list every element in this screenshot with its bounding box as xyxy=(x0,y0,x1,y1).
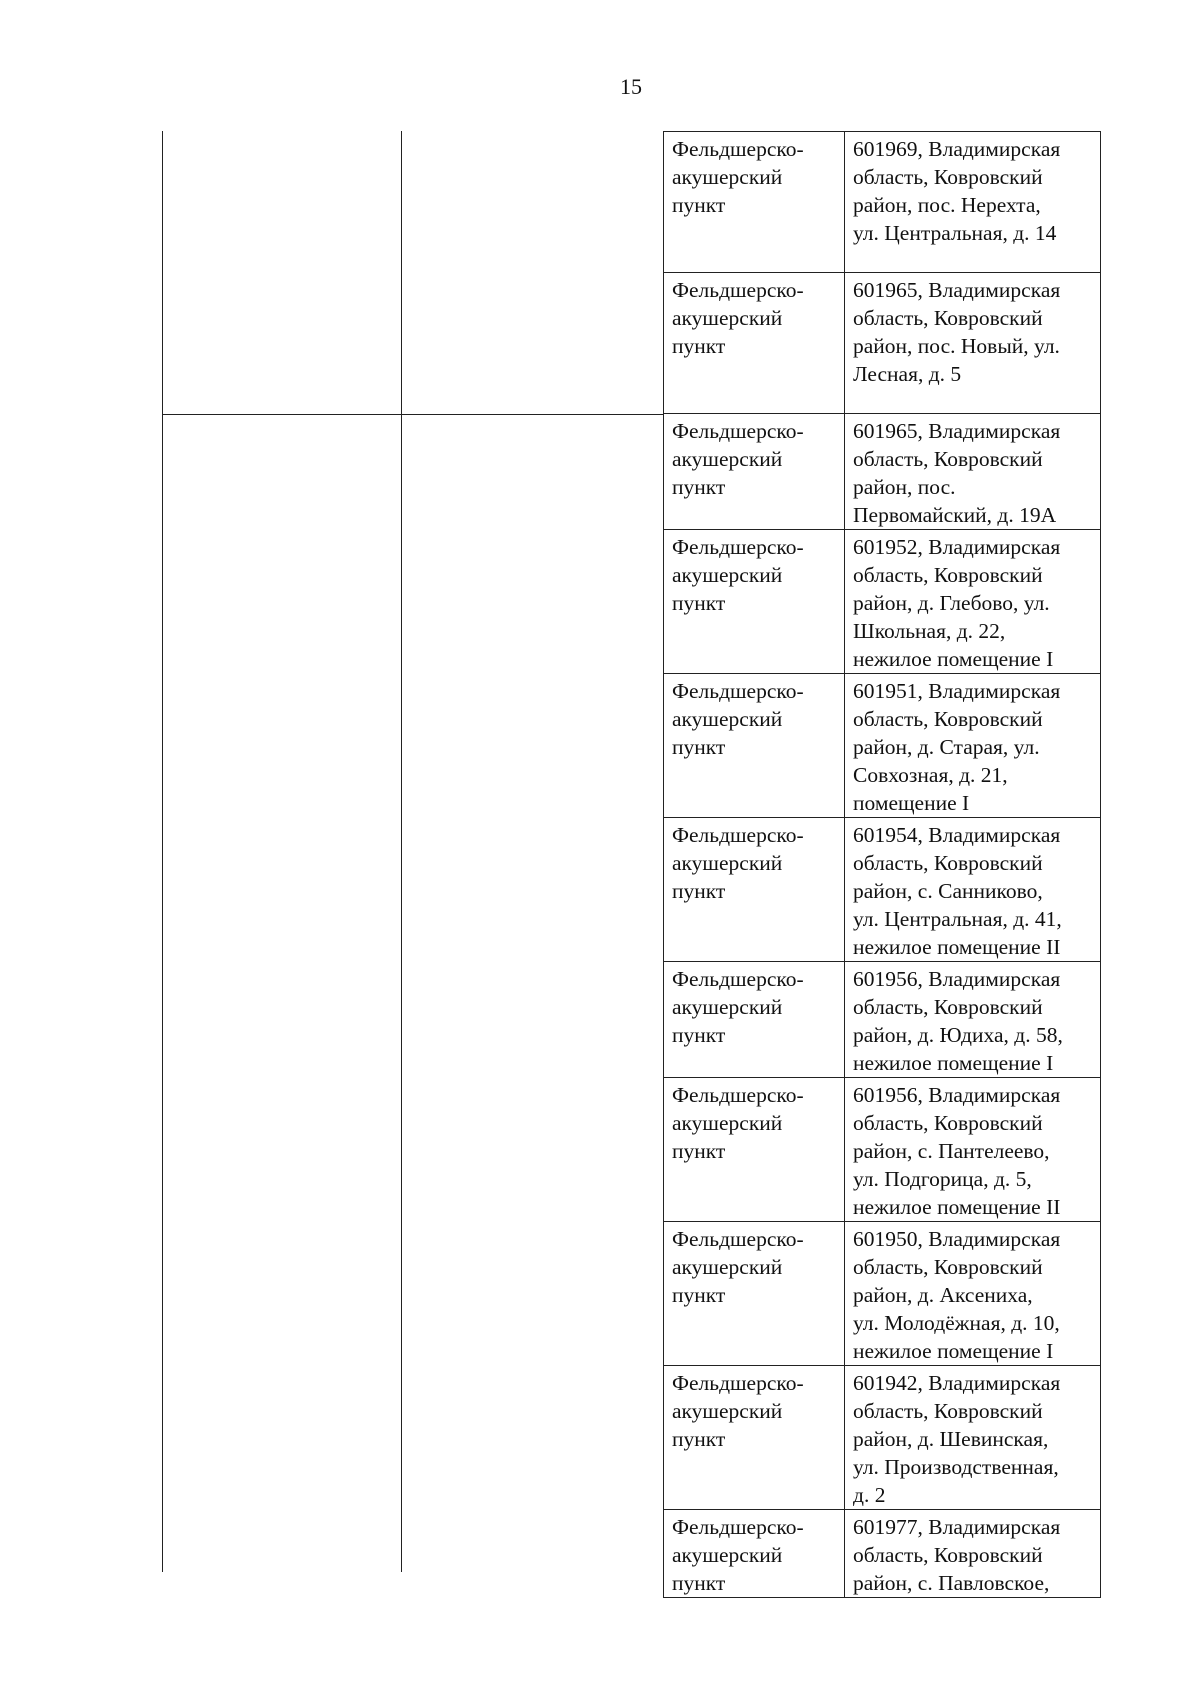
facility-table xyxy=(663,131,1101,1598)
facility-type-line: акушерский xyxy=(672,563,783,587)
facility-address-line: район, с. Пантелеево, xyxy=(853,1139,1050,1163)
facility-row xyxy=(664,132,1101,273)
facility-address-line: ул. Центральная, д. 14 xyxy=(853,221,1057,245)
facility-type-line: Фельдшерско- xyxy=(672,1083,804,1107)
facility-row xyxy=(664,1510,1101,1598)
left-table-border xyxy=(162,131,163,1572)
facility-address-line: 601956, Владимирская xyxy=(853,1083,1061,1107)
facility-address-line: область, Ковровский xyxy=(853,1111,1043,1135)
facility-type-line: Фельдшерско- xyxy=(672,679,804,703)
facility-type-line: пункт xyxy=(672,1139,726,1163)
facility-address-line: область, Ковровский xyxy=(853,165,1043,189)
facility-address-line: ул. Молодёжная, д. 10, xyxy=(853,1311,1060,1335)
facility-type-cell xyxy=(664,1078,845,1222)
facility-address-cell xyxy=(845,530,1101,674)
facility-address-cell xyxy=(845,1366,1101,1510)
facility-address-line: Первомайский, д. 19А xyxy=(853,503,1057,527)
facility-type-line: акушерский xyxy=(672,447,783,471)
facility-type-line: акушерский xyxy=(672,1255,783,1279)
facility-address-line: район, д. Глебово, ул. xyxy=(853,591,1050,615)
facility-address-line: 601977, Владимирская xyxy=(853,1515,1061,1539)
facility-type-line: пункт xyxy=(672,475,726,499)
facility-address-line: район, с. Санниково, xyxy=(853,879,1043,903)
facility-type-cell xyxy=(664,273,845,414)
facility-type-line: акушерский xyxy=(672,306,783,330)
facility-address-line: район, д. Аксениха, xyxy=(853,1283,1033,1307)
facility-type-line: акушерский xyxy=(672,1399,783,1423)
facility-row xyxy=(664,1078,1101,1222)
facility-row xyxy=(664,674,1101,818)
facility-address-cell xyxy=(845,1078,1101,1222)
facility-address-line: Лесная, д. 5 xyxy=(853,362,962,386)
facility-address-line: область, Ковровский xyxy=(853,851,1043,875)
facility-address-cell xyxy=(845,1510,1101,1598)
facility-address-line: район, пос. Новый, ул. xyxy=(853,334,1060,358)
page-number: 15 xyxy=(620,74,642,99)
facility-address-line: район, с. Павловское, xyxy=(853,1571,1050,1595)
facility-address-line: нежилое помещение I xyxy=(853,1339,1054,1363)
facility-type-line: Фельдшерско- xyxy=(672,419,804,443)
facility-address-line: нежилое помещение I xyxy=(853,1051,1054,1075)
facility-type-cell xyxy=(664,132,845,273)
facility-address-line: нежилое помещение II xyxy=(853,935,1061,959)
facility-address-cell xyxy=(845,1222,1101,1366)
facility-address-line: ул. Подгорица, д. 5, xyxy=(853,1167,1032,1191)
facility-address-cell xyxy=(845,818,1101,962)
facility-type-line: Фельдшерско- xyxy=(672,823,804,847)
facility-address-line: ул. Производственная, xyxy=(853,1455,1059,1479)
facility-address-line: д. 2 xyxy=(853,1483,886,1507)
facility-type-line: Фельдшерско- xyxy=(672,535,804,559)
facility-address-line: область, Ковровский xyxy=(853,1255,1043,1279)
facility-type-line: Фельдшерско- xyxy=(672,967,804,991)
facility-row xyxy=(664,414,1101,530)
facility-row xyxy=(664,962,1101,1078)
facility-type-line: пункт xyxy=(672,1427,726,1451)
facility-address-line: область, Ковровский xyxy=(853,1543,1043,1567)
facility-type-line: акушерский xyxy=(672,1543,783,1567)
facility-row xyxy=(664,818,1101,962)
facility-address-cell xyxy=(845,962,1101,1078)
facility-type-line: акушерский xyxy=(672,995,783,1019)
facility-address-line: нежилое помещение I xyxy=(853,647,1054,671)
facility-type-line: Фельдшерско- xyxy=(672,1515,804,1539)
facility-type-cell xyxy=(664,674,845,818)
facility-type-line: Фельдшерско- xyxy=(672,278,804,302)
facility-type-line: пункт xyxy=(672,193,726,217)
facility-type-cell xyxy=(664,530,845,674)
facility-type-line: пункт xyxy=(672,591,726,615)
facility-type-line: Фельдшерско- xyxy=(672,1227,804,1251)
facility-type-cell xyxy=(664,1366,845,1510)
facility-row xyxy=(664,273,1101,414)
facility-address-line: 601954, Владимирская xyxy=(853,823,1061,847)
facility-address-line: 601942, Владимирская xyxy=(853,1371,1061,1395)
facility-address-line: 601969, Владимирская xyxy=(853,137,1061,161)
facility-address-line: район, д. Шевинская, xyxy=(853,1427,1049,1451)
facility-address-line: область, Ковровский xyxy=(853,1399,1043,1423)
facility-address-line: 601965, Владимирская xyxy=(853,278,1061,302)
left-column-divider xyxy=(401,131,402,1572)
facility-address-line: Школьная, д. 22, xyxy=(853,619,1006,643)
facility-type-cell xyxy=(664,962,845,1078)
facility-address-line: 601956, Владимирская xyxy=(853,967,1061,991)
facility-type-line: акушерский xyxy=(672,165,783,189)
facility-type-line: акушерский xyxy=(672,851,783,875)
facility-address-line: район, пос. Нерехта, xyxy=(853,193,1041,217)
facility-row xyxy=(664,1366,1101,1510)
facility-address-cell xyxy=(845,132,1101,273)
facility-address-line: 601951, Владимирская xyxy=(853,679,1061,703)
facility-type-line: пункт xyxy=(672,1571,726,1595)
facility-address-line: нежилое помещение II xyxy=(853,1195,1061,1219)
facility-type-line: Фельдшерско- xyxy=(672,1371,804,1395)
facility-address-line: область, Ковровский xyxy=(853,995,1043,1019)
facility-address-line: район, пос. xyxy=(853,475,956,499)
facility-type-line: пункт xyxy=(672,1283,726,1307)
facility-type-line: пункт xyxy=(672,879,726,903)
facility-type-line: акушерский xyxy=(672,1111,783,1135)
facility-address-line: 601950, Владимирская xyxy=(853,1227,1061,1251)
facility-address-line: район, д. Старая, ул. xyxy=(853,735,1040,759)
facility-address-line: Совхозная, д. 21, xyxy=(853,763,1008,787)
facility-address-line: область, Ковровский xyxy=(853,447,1043,471)
facility-address-cell xyxy=(845,674,1101,818)
facility-address-line: помещение I xyxy=(853,791,970,815)
facility-address-cell xyxy=(845,273,1101,414)
facility-type-cell xyxy=(664,818,845,962)
facility-address-line: 601965, Владимирская xyxy=(853,419,1061,443)
facility-type-cell xyxy=(664,1510,845,1598)
facility-address-line: 601952, Владимирская xyxy=(853,535,1061,559)
facility-type-line: пункт xyxy=(672,1023,726,1047)
facility-address-line: область, Ковровский xyxy=(853,563,1043,587)
facility-address-line: ул. Центральная, д. 41, xyxy=(853,907,1062,931)
facility-type-cell xyxy=(664,414,845,530)
facility-row xyxy=(664,530,1101,674)
row-separator-line xyxy=(162,414,663,415)
facility-address-line: область, Ковровский xyxy=(853,306,1043,330)
facility-type-line: пункт xyxy=(672,334,726,358)
facility-address-line: район, д. Юдиха, д. 58, xyxy=(853,1023,1063,1047)
facility-type-line: акушерский xyxy=(672,707,783,731)
facility-type-line: Фельдшерско- xyxy=(672,137,804,161)
facility-type-line: пункт xyxy=(672,735,726,759)
facility-row xyxy=(664,1222,1101,1366)
facility-address-cell xyxy=(845,414,1101,530)
facility-address-line: область, Ковровский xyxy=(853,707,1043,731)
facility-type-cell xyxy=(664,1222,845,1366)
